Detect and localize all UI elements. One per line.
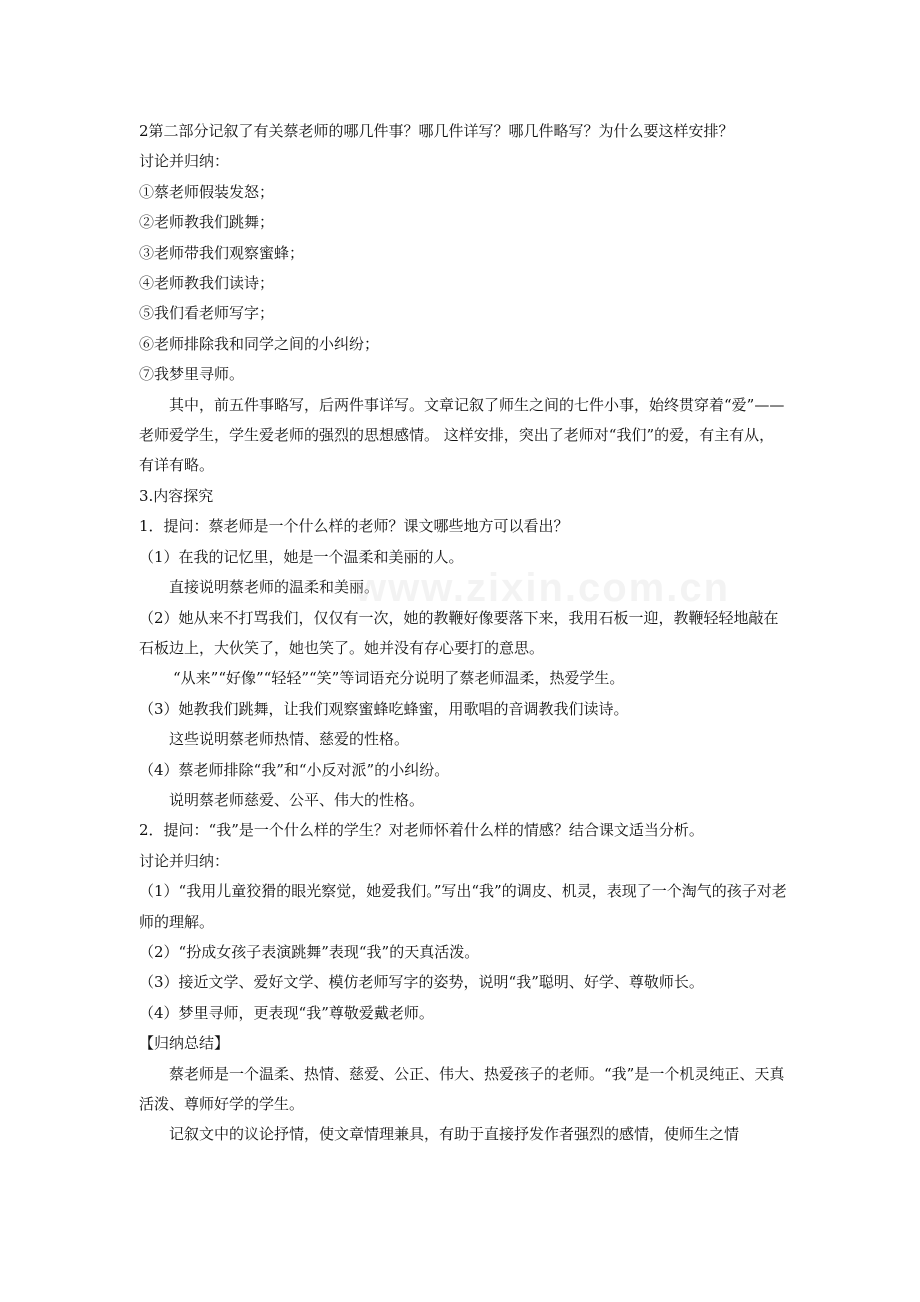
list-item: ②老师教我们跳舞； xyxy=(139,213,275,232)
list-item: ①蔡老师假装发怒； xyxy=(139,182,275,201)
discussion-label: 讨论并归纳： xyxy=(139,152,230,171)
question-2-heading: 2第二部分记叙了有关蔡老师的哪几件事？哪几件详写？哪几件略写？为什么要这样安排？ xyxy=(139,122,734,140)
list-item: ⑤我们看老师写字； xyxy=(139,304,275,323)
answer-item: （3）她教我们跳舞，让我们观察蜜蜂吃蜂蜜，用歌唱的音调教我们读诗。 xyxy=(139,699,629,718)
answer-item: （3）接近文学、爱好文学、模仿老师写字的姿势，说明“我”聪明、好学、尊敬师长。 xyxy=(139,973,704,992)
summary-heading: 【归纳总结】 xyxy=(139,1034,230,1053)
discussion-label: 讨论并归纳： xyxy=(139,851,230,870)
question-2: 2．提问：“我”是一个什么样的学生？对老师怀着什么样的情感？结合课文适当分析。 xyxy=(139,821,704,840)
summary-paragraph: 其中，前五件事略写，后两件事详写。文章记叙了师生之间的七件小事，始终贯穿着“爱”——老师爱学生，学生爱老师的强烈的思想感情。 这样安排，突出了老师对“我们”的爱，有主有从，有详有略。 xyxy=(139,395,785,475)
answer-item: （4）蔡老师排除“我”和“小反对派”的小纠纷。 xyxy=(139,760,450,779)
document-body xyxy=(139,116,789,1150)
summary-paragraph: 记叙文中的议论抒情，使文章情理兼具，有助于直接抒发作者强烈的感情，使师生之情 xyxy=(169,1125,740,1144)
section-heading: 3.内容探究 xyxy=(139,486,214,505)
list-item: ⑥老师排除我和同学之间的小纠纷； xyxy=(139,334,380,353)
list-item: ④老师教我们读诗； xyxy=(139,274,275,293)
answer-explanation: 说明蔡老师慈爱、公平、伟大的性格。 xyxy=(169,790,425,809)
answer-item: （2）“扮成女孩子表演跳舞”表现“我”的天真活泼。 xyxy=(139,942,480,961)
answer-item: （1）在我的记忆里，她是一个温柔和美丽的人。 xyxy=(139,547,464,566)
list-item: ⑦我梦里寻师。 xyxy=(139,365,245,384)
answer-explanation: 直接说明蔡老师的温柔和美丽。 xyxy=(169,578,380,597)
watermark: www.zixin.com.cn xyxy=(355,566,731,610)
list-item: ③老师带我们观察蜜蜂； xyxy=(139,243,305,262)
answer-item: （1）“我用儿童狡猾的眼光察觉，她爱我们。”写出“我”的调皮、机灵，表现了一个淘气的孩子对老师的理解。 xyxy=(139,882,787,931)
answer-explanation: “从来”“好像”“轻轻”“笑”等词语充分说明了蔡老师温柔，热爱学生。 xyxy=(173,669,625,688)
question-1: 1．提问：蔡老师是一个什么样的老师？课文哪些地方可以看出？ xyxy=(139,517,569,536)
summary-paragraph: 蔡老师是一个温柔、热情、慈爱、公正、伟大、热爱孩子的老师。“我”是一个机灵纯正、天真活泼、尊师好学的学生。 xyxy=(139,1064,785,1113)
answer-item: （2）她从来不打骂我们，仅仅有一次，她的教鞭好像要落下来，我用石板一迎，教鞭轻轻地敲在石板边上，大伙笑了，她也笑了。她并没有存心要打的意思。 xyxy=(139,608,779,657)
answer-explanation: 这些说明蔡老师热情、慈爱的性格。 xyxy=(169,730,410,749)
answer-item: （4）梦里寻师，更表现“我”尊敬爱戴老师。 xyxy=(139,1003,434,1022)
